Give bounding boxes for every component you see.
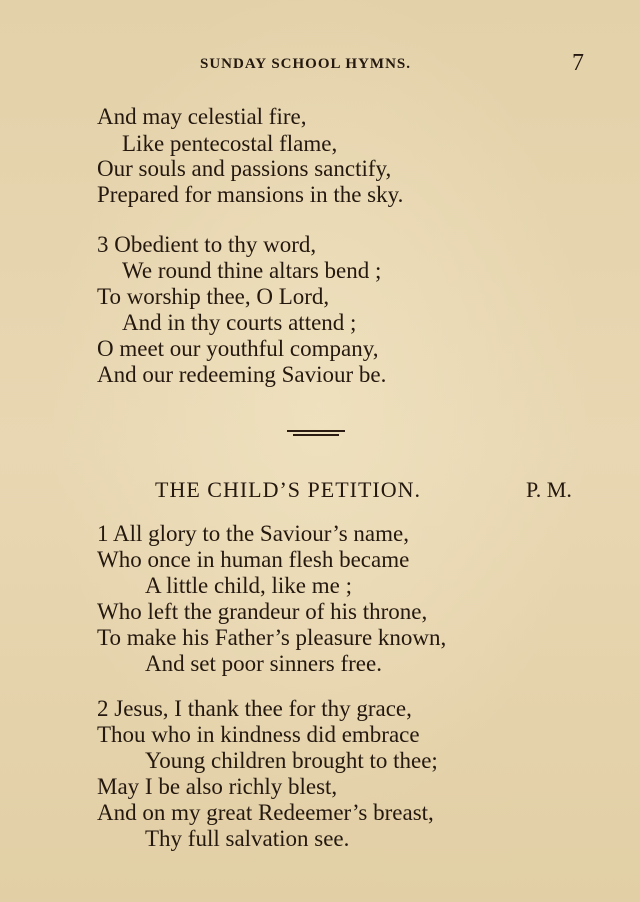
verse-line: Like pentecostal flame, bbox=[122, 131, 338, 156]
verse-line: Who once in human flesh became bbox=[97, 547, 410, 572]
verse-line: Thy full salvation see. bbox=[145, 826, 350, 851]
section-divider bbox=[287, 430, 345, 436]
verse-line: To worship thee, O Lord, bbox=[97, 284, 330, 309]
verse-line: Our souls and passions sanctify, bbox=[97, 156, 392, 181]
verse-line: May I be also richly blest, bbox=[97, 774, 338, 799]
verse-line: And may celestial fire, bbox=[97, 104, 307, 129]
verse-line: And set poor sinners free. bbox=[145, 651, 382, 676]
verse-line: 2 Jesus, I thank thee for thy grace, bbox=[97, 696, 412, 721]
verse-line: And on my great Redeemer’s breast, bbox=[97, 800, 434, 825]
verse-line: Thou who in kindness did embrace bbox=[97, 722, 420, 747]
verse-line: O meet our youthful company, bbox=[97, 336, 379, 361]
verse-line: Prepared for mansions in the sky. bbox=[97, 182, 404, 207]
verse-line: 3 Obedient to thy word, bbox=[97, 232, 317, 257]
verse-line: To make his Father’s pleasure known, bbox=[97, 625, 447, 650]
hymn-title: THE CHILD’S PETITION. bbox=[155, 477, 422, 502]
verse-line: 1 All glory to the Saviour’s name, bbox=[97, 521, 409, 546]
hymn-meter: P. M. bbox=[526, 477, 572, 502]
verse-line: And our redeeming Saviour be. bbox=[97, 362, 387, 387]
page-number: 7 bbox=[572, 50, 584, 76]
verse-line: Young children brought to thee; bbox=[145, 748, 438, 773]
running-head: SUNDAY SCHOOL HYMNS. bbox=[200, 56, 412, 72]
verse-line: Who left the grandeur of his throne, bbox=[97, 599, 428, 624]
verse-line: A little child, like me ; bbox=[145, 573, 352, 598]
verse-line: And in thy courts attend ; bbox=[122, 310, 357, 335]
verse-line: We round thine altars bend ; bbox=[122, 258, 382, 283]
